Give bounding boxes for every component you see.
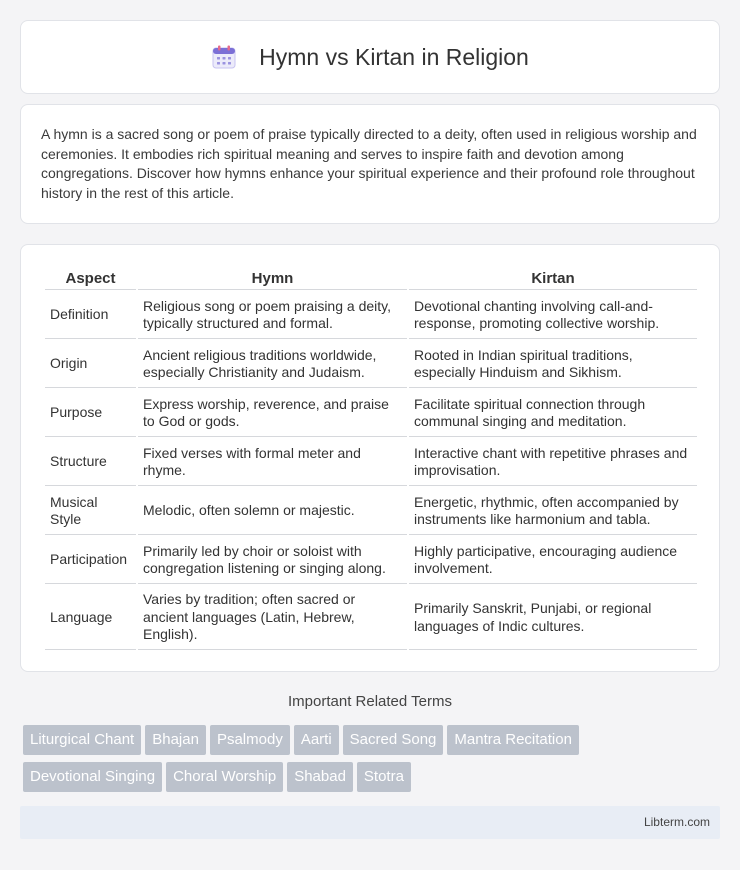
related-term-tag[interactable]: Mantra Recitation bbox=[447, 725, 579, 755]
kirtan-cell: Primarily Sanskrit, Punjabi, or regional languages of Indic cultures. bbox=[409, 586, 697, 650]
kirtan-cell: Highly participative, encouraging audience involvement. bbox=[409, 537, 697, 584]
column-header-hymn: Hymn bbox=[138, 267, 407, 290]
related-term-tag[interactable]: Shabad bbox=[287, 762, 353, 792]
hymn-cell: Primarily led by choir or soloist with congregation listening or singing along. bbox=[138, 537, 407, 584]
title-card bbox=[20, 20, 720, 94]
hymn-cell: Fixed verses with formal meter and rhyme. bbox=[138, 439, 407, 486]
related-term-tag[interactable]: Liturgical Chant bbox=[23, 725, 141, 755]
aspect-cell: Purpose bbox=[45, 390, 136, 437]
hymn-cell: Varies by tradition; often sacred or ancient languages (Latin, Hebrew, English). bbox=[138, 586, 407, 650]
kirtan-cell: Energetic, rhythmic, often accompanied by instruments like harmonium and tabla. bbox=[409, 488, 697, 535]
table-row bbox=[45, 488, 697, 535]
kirtan-cell: Interactive chant with repetitive phrases and improvisation. bbox=[409, 439, 697, 486]
footer bbox=[20, 806, 720, 839]
hymn-cell: Melodic, often solemn or majestic. bbox=[138, 488, 407, 535]
table-row bbox=[45, 292, 697, 339]
related-term-tag[interactable]: Choral Worship bbox=[166, 762, 283, 792]
related-term-tag[interactable]: Sacred Song bbox=[343, 725, 444, 755]
aspect-cell: Origin bbox=[45, 341, 136, 388]
hymn-cell: Religious song or poem praising a deity, typically structured and formal. bbox=[138, 292, 407, 339]
hymn-cell: Ancient religious traditions worldwide, especially Christianity and Judaism. bbox=[138, 341, 407, 388]
related-terms-list bbox=[23, 725, 723, 799]
kirtan-cell: Rooted in Indian spiritual traditions, especially Hinduism and Sikhism. bbox=[409, 341, 697, 388]
intro-card bbox=[20, 104, 720, 224]
table-header-row bbox=[45, 267, 697, 290]
related-term-tag[interactable]: Aarti bbox=[294, 725, 339, 755]
column-header-aspect: Aspect bbox=[45, 267, 136, 290]
table-row bbox=[45, 537, 697, 584]
aspect-cell: Language bbox=[45, 586, 136, 650]
related-terms-title: Important Related Terms bbox=[288, 693, 452, 710]
aspect-cell: Musical Style bbox=[45, 488, 136, 535]
kirtan-cell: Facilitate spiritual connection through communal singing and meditation. bbox=[409, 390, 697, 437]
table-row bbox=[45, 341, 697, 388]
comparison-table bbox=[43, 265, 699, 652]
column-header-kirtan: Kirtan bbox=[409, 267, 697, 290]
table-row bbox=[45, 586, 697, 650]
page-title: Hymn vs Kirtan in Religion bbox=[259, 43, 529, 70]
aspect-cell: Structure bbox=[45, 439, 136, 486]
kirtan-cell: Devotional chanting involving call-and-response, promoting collective worship. bbox=[409, 292, 697, 339]
aspect-cell: Definition bbox=[45, 292, 136, 339]
table-row bbox=[45, 390, 697, 437]
related-term-tag[interactable]: Stotra bbox=[357, 762, 411, 792]
related-term-tag[interactable]: Bhajan bbox=[145, 725, 206, 755]
related-term-tag[interactable]: Devotional Singing bbox=[23, 762, 162, 792]
intro-text: A hymn is a sacred song or poem of praise typically directed to a deity, often used in religious worship and ceremonies. It embodies rich spiritual meaning and serves to inspire faith and devotion among congregations. Discover how hymns enhance your spiritual experience and their profound role throughout history in the rest of this article. bbox=[41, 126, 697, 201]
hymn-cell: Express worship, reverence, and praise to God or gods. bbox=[138, 390, 407, 437]
related-term-tag[interactable]: Psalmody bbox=[210, 725, 290, 755]
aspect-cell: Participation bbox=[45, 537, 136, 584]
calendar-icon bbox=[211, 44, 237, 70]
table-row bbox=[45, 439, 697, 486]
footer-site-link[interactable]: Libterm.com bbox=[643, 815, 710, 829]
comparison-card bbox=[20, 244, 720, 672]
